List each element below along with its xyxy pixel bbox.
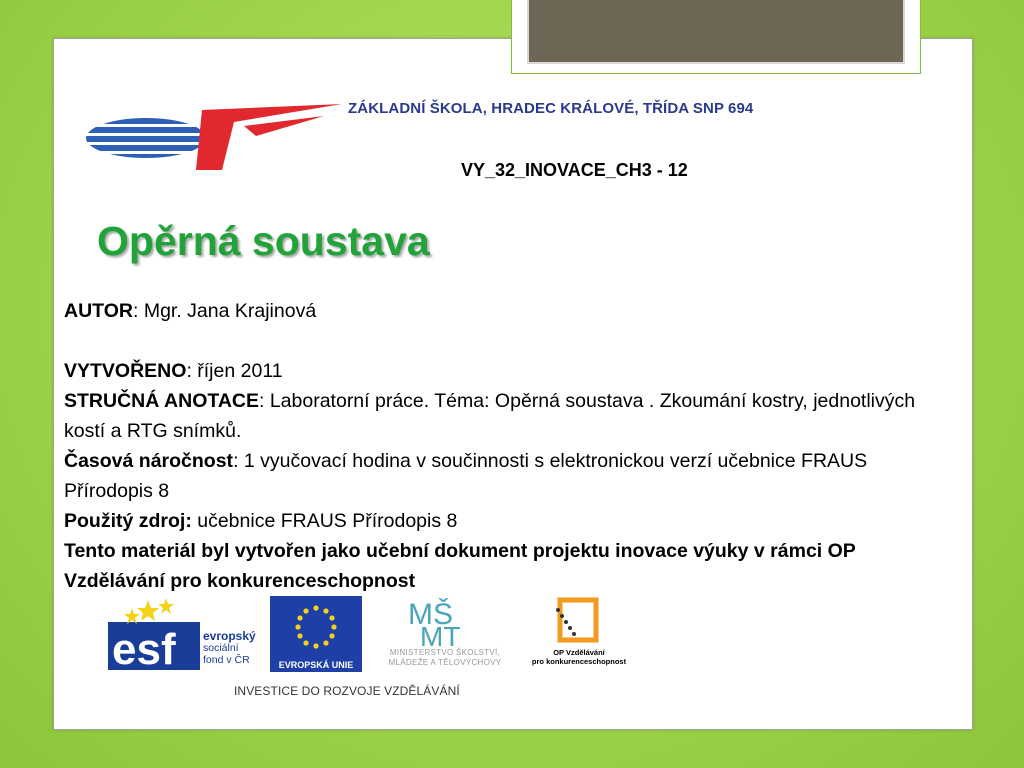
eu-flag-icon bbox=[270, 596, 362, 658]
spacer bbox=[64, 326, 924, 356]
msmt-line-1: MINISTERSTVO ŠKOLSTVÍ, bbox=[389, 648, 501, 657]
op-caption bbox=[524, 648, 634, 666]
investment-slogan: INVESTICE DO ROZVOJE VZDĚLÁVÁNÍ bbox=[234, 684, 460, 698]
esf-line-3: fond v ČR bbox=[203, 654, 250, 666]
eu-label: EVROPSKÁ UNIE bbox=[270, 658, 362, 672]
time-value: : 1 vyučovací hodina v součinnosti s elektronickou verzí učebnice FRAUS Přírodopis 8 bbox=[64, 450, 868, 502]
esf-line-1: evropský bbox=[203, 629, 256, 643]
school-logo-icon bbox=[84, 102, 344, 174]
time-label: Časová náročnost bbox=[64, 450, 234, 472]
op-line-1: OP Vzdělávání bbox=[553, 648, 605, 657]
author-label: AUTOR bbox=[64, 300, 133, 322]
source-label: Použitý zdroj: bbox=[64, 510, 192, 532]
svg-text:MŠ: MŠ bbox=[408, 598, 453, 631]
annotation-value: : Laboratorní práce. Téma: Opěrná soustava . Zkoumání kostry, jednotlivých kostí a RTG snímků. bbox=[64, 390, 916, 442]
page-title: Opěrná soustava bbox=[97, 218, 430, 264]
esf-line-2: sociální bbox=[203, 642, 239, 654]
funding-logos bbox=[108, 596, 628, 706]
msmt-caption bbox=[370, 648, 520, 668]
svg-text:MT: MT bbox=[420, 621, 461, 652]
created-value: : říjen 2011 bbox=[186, 360, 283, 382]
metadata-block bbox=[64, 296, 924, 596]
annotation-line bbox=[64, 386, 924, 446]
esf-caption bbox=[203, 630, 256, 666]
school-name: ZÁKLADNÍ ŠKOLA, HRADEC KRÁLOVÉ, TŘÍDA SNP 694 bbox=[348, 100, 754, 117]
source-line bbox=[64, 506, 924, 536]
project-statement: Tento materiál byl vytvořen jako učební dokument projektu inovace výuky v rámci OP Vzdělávání pro konkurenceschopnost bbox=[64, 540, 856, 592]
op-line-2: pro konkurenceschopnost bbox=[531, 657, 627, 666]
source-value: učebnice FRAUS Přírodopis 8 bbox=[191, 510, 458, 532]
created-line bbox=[64, 356, 924, 386]
created-label: VYTVOŘENO bbox=[64, 360, 187, 382]
annotation-label: STRUČNÁ ANOTACE bbox=[64, 390, 259, 412]
time-line bbox=[64, 446, 924, 506]
top-tab-decoration bbox=[511, 0, 921, 74]
author-value: : Mgr. Jana Krajinová bbox=[132, 300, 317, 322]
top-tab-panel bbox=[527, 0, 905, 64]
msmt-line-2: MLÁDEŽE A TĚLOVÝCHOVY bbox=[388, 658, 502, 667]
author-line bbox=[64, 296, 924, 326]
svg-text:esf: esf bbox=[112, 625, 176, 674]
document-code: VY_32_INOVACE_CH3 - 12 bbox=[461, 160, 688, 180]
